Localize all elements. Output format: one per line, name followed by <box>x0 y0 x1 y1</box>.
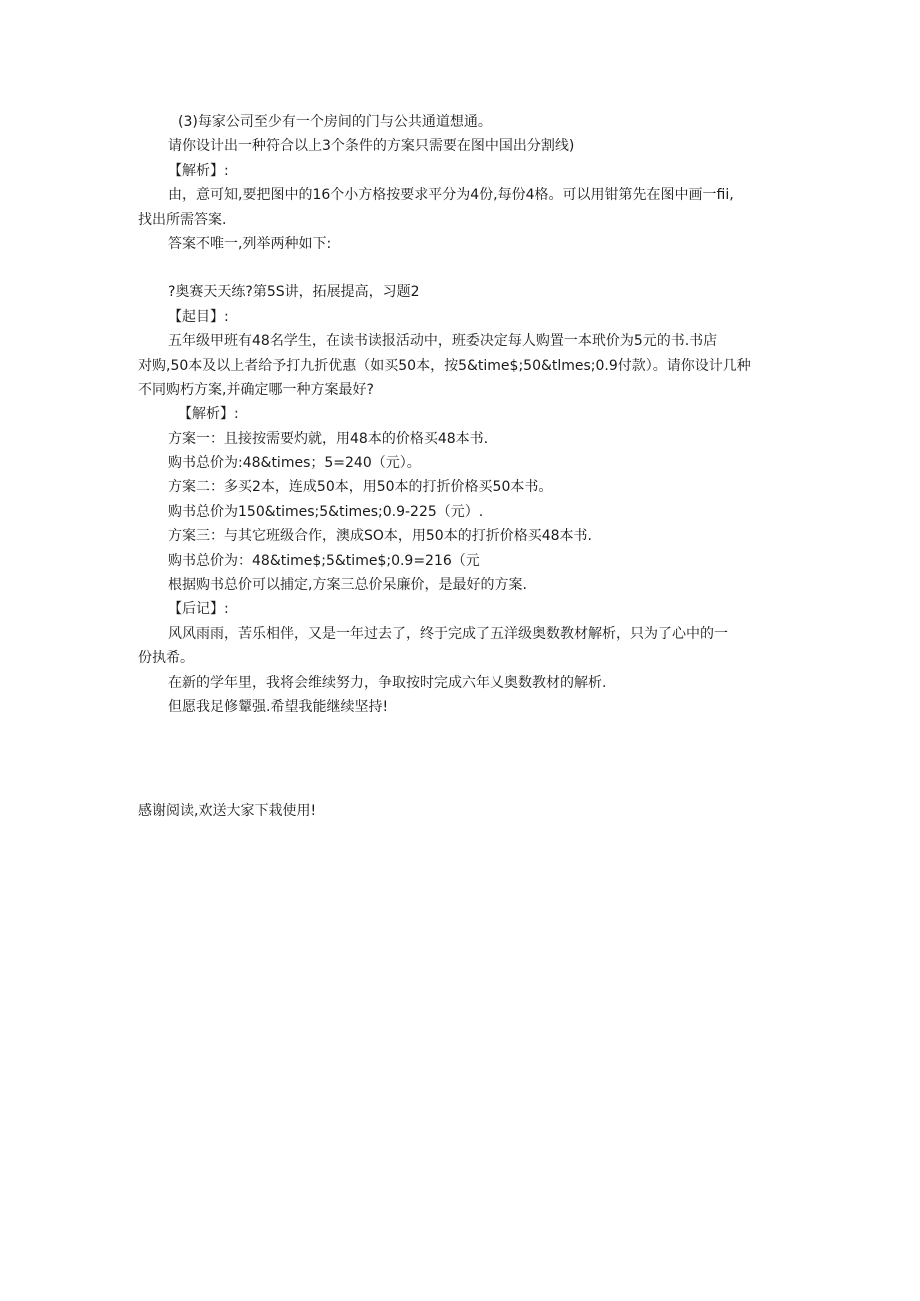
answer-intro: 答案不唯一,列举两种如下: <box>168 235 332 252</box>
problem-line-2: 对购,50本及以上者给予打九折优惠（如买50本，按5&time$;50&tlmes;0.9付款）。请你设计几种 <box>138 357 751 374</box>
problem-line-1: 五年级甲班有48名学生，在读书读报活动中，班委决定每人购置一本玳价为5元的书.书店 <box>168 333 718 350</box>
document-body <box>138 110 788 719</box>
plan-1: 方案一：且接按需要灼就，用48本的价格买48本书. <box>168 430 489 447</box>
conclusion: 根据购书总价可以捕定,方案三总价呆廉价，是最好的方案. <box>168 577 527 594</box>
solution-heading: 【解析】: <box>178 406 239 423</box>
exercise-title: ?奥赛天天练?第5S讲，拓展提高，习题2 <box>168 284 420 301</box>
afterword-line-4: 但愿我足修颦强.希望我能继续坚持! <box>168 698 389 715</box>
analysis-line-1: 由，意可知,要把图中的16个小方格按要求平分为4份,每份4格。可以用钳第先在图中画一fii, <box>168 187 734 204</box>
plan-3: 方案三：与其它班级合作，澳成SO本，用50本的打折价格买48本书. <box>168 528 592 545</box>
plan-3-total: 购书总价为：48&time$;5&time$;0.9=216（元 <box>168 552 480 569</box>
afterword-line-3: 在新的学年里，我将会维续努力，争取按时完成六年乂奥数教材的解析. <box>168 674 607 691</box>
thanks-footer: 感谢阅读,欢送大家下栽使用! <box>138 803 317 819</box>
afterword-line-2: 份执希。 <box>138 650 194 667</box>
condition-3: (3)每家公司至少有一个房间的门与公共通道想通。 <box>178 114 492 130</box>
afterword-heading: 【后记】: <box>168 601 229 618</box>
problem-heading: 【起目】: <box>168 308 229 325</box>
analysis-line-2: 找出所需答案. <box>138 211 227 228</box>
design-request: 请你设计出一种符合以上3个条件的方案只需要在图中国出分割线) <box>168 138 575 155</box>
blank-gap <box>138 256 788 280</box>
problem-line-3: 不同购朽方案,并确定哪一种方案最好? <box>138 381 374 398</box>
afterword-line-1: 风风雨雨，苦乐相伴，又是一年过去了，终于完成了五洋级奥数教材解析，只为了心中的一 <box>168 625 728 642</box>
analysis-heading: 【解析】: <box>168 162 229 179</box>
plan-2: 方案二：多买2本，连成50本，用50本的打折价格买50本书。 <box>168 479 553 496</box>
plan-1-total: 购书总价为:48&times；5=240（元）。 <box>168 455 421 472</box>
plan-2-total: 购书总价为150&times;5&times;0.9-225（元）. <box>168 503 484 520</box>
